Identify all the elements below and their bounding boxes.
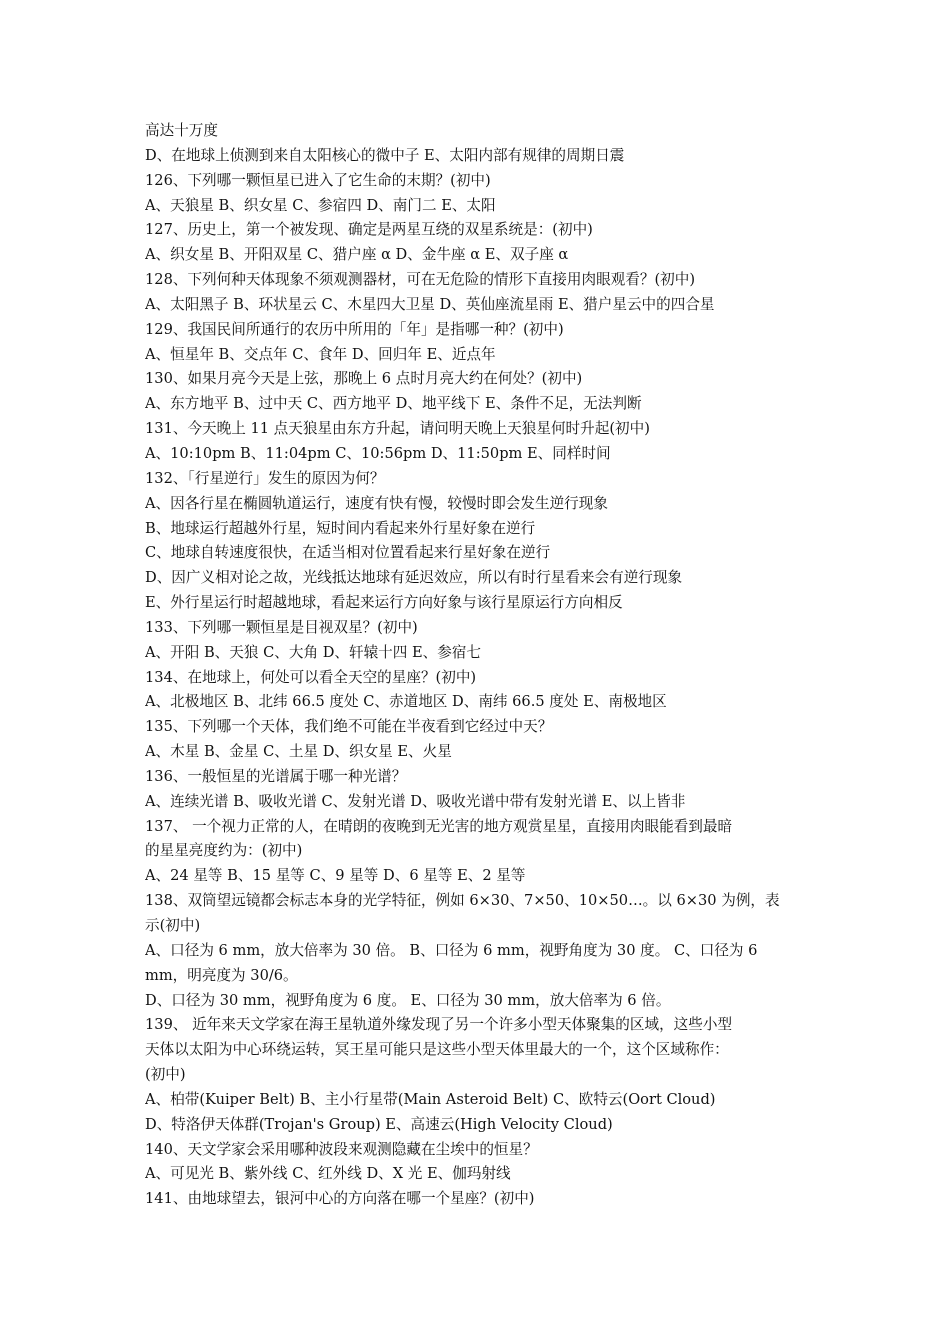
document-body xyxy=(145,119,808,1212)
text-line: 129、我国民间所通行的农历中所用的「年」是指哪一种？(初中) xyxy=(145,320,564,338)
text-line: A、太阳黑子 B、环状星云 C、木星四大卫星 D、英仙座流星雨 E、猎户星云中的四合星 xyxy=(145,295,715,313)
text-line: A、24 星等 B、15 星等 C、9 星等 D、6 星等 E、2 星等 xyxy=(145,867,526,885)
text-line: 134、在地球上，何处可以看全天空的星座？(初中) xyxy=(145,668,477,686)
text-line: A、织女星 B、开阳双星 C、猎户座 α D、金牛座 α E、双子座 α xyxy=(145,246,569,264)
text-line: D、在地球上侦测到来自太阳核心的微中子 E、太阳内部有规律的周期日震 xyxy=(145,146,625,164)
text-line: 130、如果月亮今天是上弦，那晚上 6 点时月亮大约在何处？(初中) xyxy=(145,370,583,388)
text-line: D、口径为 30 mm，视野角度为 6 度。 E、口径为 30 mm，放大倍率为 6 倍。 xyxy=(145,991,671,1009)
text-line: A、可见光 B、紫外线 C、红外线 D、X 光 E、伽玛射线 xyxy=(145,1165,511,1183)
text-line: 天体以太阳为中心环绕运转，冥王星可能只是这些小型天体里最大的一个，这个区域称作： xyxy=(145,1041,729,1059)
text-line: A、10:10pm B、11:04pm C、10:56pm D、11:50pm E、同样时间 xyxy=(145,444,611,462)
text-line: A、木星 B、金星 C、土星 D、织女星 E、火星 xyxy=(145,743,452,761)
text-line: A、连续光谱 B、吸收光谱 C、发射光谱 D、吸收光谱中带有发射光谱 E、以上皆非 xyxy=(145,792,686,810)
text-line: 136、一般恒星的光谱属于哪一种光谱？ xyxy=(145,767,407,785)
text-line: A、口径为 6 mm，放大倍率为 30 倍。 B、口径为 6 mm，视野角度为 30 度。 C、口径为 6 xyxy=(145,941,758,959)
text-line: A、因各行星在椭圆轨道运行，速度有快有慢，较慢时即会发生逆行现象 xyxy=(145,494,608,512)
text-line: 137、 一个视力正常的人，在晴朗的夜晚到无光害的地方观赏星星，直接用肉眼能看到最暗 xyxy=(145,817,733,835)
text-line: 示(初中) xyxy=(145,917,201,934)
text-line: A、开阳 B、天狼 C、大角 D、轩辕十四 E、参宿七 xyxy=(145,643,482,661)
text-line: A、柏带(Kuiper Belt) B、主小行星带(Main Asteroid Belt) C、欧特云(Oort Cloud) xyxy=(145,1090,716,1108)
text-line: mm，明亮度为 30/6。 xyxy=(145,966,298,984)
text-line: B、地球运行超越外行星，短时间内看起来外行星好象在逆行 xyxy=(145,519,536,537)
text-line: 128、下列何种天体现象不须观测器材，可在无危险的情形下直接用肉眼观看？(初中) xyxy=(145,271,696,289)
text-line: 133、下列哪一颗恒星是目视双星？(初中) xyxy=(145,618,418,636)
text-line: 131、今天晚上 11 点天狼星由东方升起，请问明天晚上天狼星何时升起(初中) xyxy=(145,420,650,438)
text-line: A、东方地平 B、过中天 C、西方地平 D、地平线下 E、条件不足，无法判断 xyxy=(145,395,642,413)
text-line: D、因广义相对论之故，光线抵达地球有延迟效应，所以有时行星看来会有逆行现象 xyxy=(145,569,683,587)
text-line: 132、「行星逆行」发生的原因为何？ xyxy=(145,469,385,487)
text-line: A、北极地区 B、北纬 66.5 度处 C、赤道地区 D、南纬 66.5 度处 E、南极地区 xyxy=(145,693,667,711)
text-line: A、天狼星 B、织女星 C、参宿四 D、南门二 E、太阳 xyxy=(145,196,496,214)
text-line: E、外行星运行时超越地球，看起来运行方向好象与该行星原运行方向相反 xyxy=(145,594,623,612)
text-line: 的星星亮度约为：(初中) xyxy=(145,842,303,860)
text-line: 139、 近年来天文学家在海王星轨道外缘发现了另一个许多小型天体聚集的区域，这些小型 xyxy=(145,1016,733,1034)
text-line: 高达十万度 xyxy=(145,122,218,139)
text-line: 135、下列哪一个天体，我们绝不可能在半夜看到它经过中天？ xyxy=(145,718,553,736)
text-line: 127、历史上，第一个被发现、确定是两星互绕的双星系统是：(初中) xyxy=(145,221,593,239)
text-line: 141、由地球望去，银河中心的方向落在哪一个星座？(初中) xyxy=(145,1190,535,1208)
text-line: (初中) xyxy=(145,1066,186,1084)
text-line: 138、双筒望远镜都会标志本身的光学特征，例如 6×30、7×50、10×50…。以 6×30 为例，表 xyxy=(145,892,780,910)
text-line: 140、天文学家会采用哪种波段来观测隐藏在尘埃中的恒星？ xyxy=(145,1140,538,1158)
text-line: D、特洛伊天体群(Trojan's Group) E、高速云(High Velocity Cloud) xyxy=(145,1115,613,1133)
text-line: 126、下列哪一颗恒星已进入了它生命的末期？(初中) xyxy=(145,171,491,189)
text-line: C、地球自转速度很快，在适当相对位置看起来行星好象在逆行 xyxy=(145,544,551,562)
text-line: A、恒星年 B、交点年 C、食年 D、回归年 E、近点年 xyxy=(145,345,496,363)
